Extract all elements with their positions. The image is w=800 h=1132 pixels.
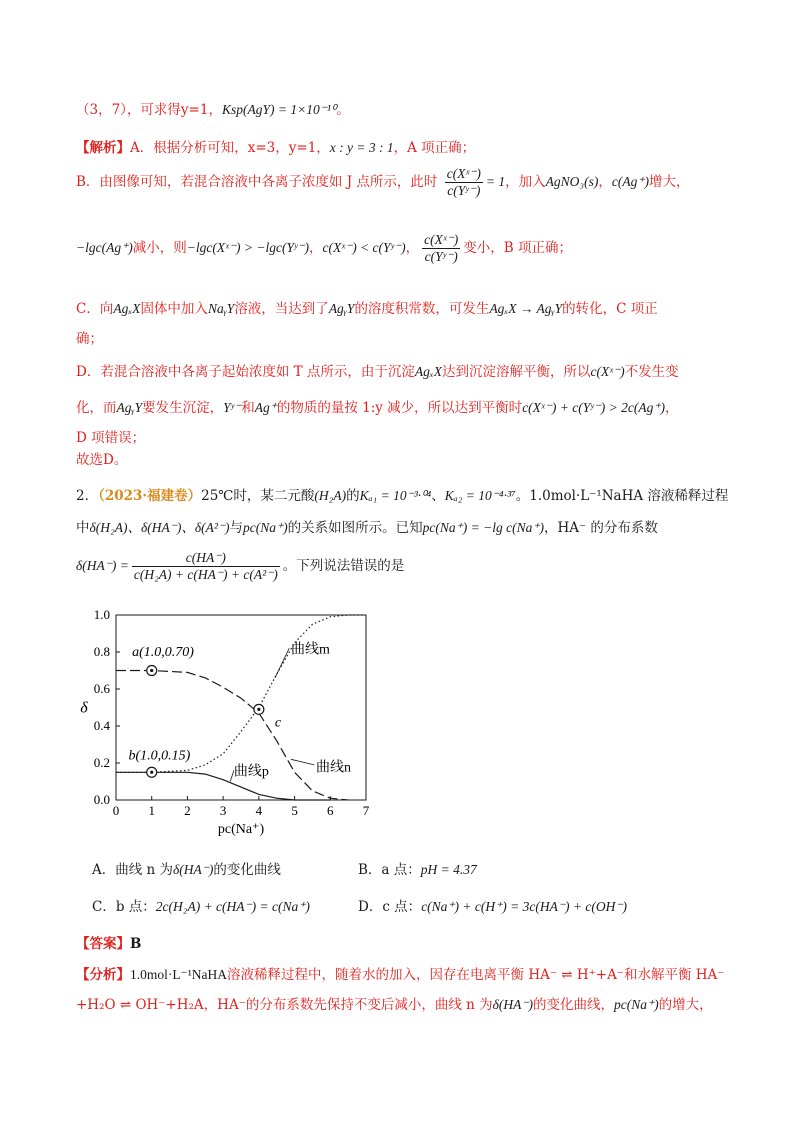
c-m4: AgₓX → AgᵧY	[489, 301, 563, 316]
d2-m2: Yʸ⁻	[223, 400, 242, 415]
option-d-label: D．c 点：	[358, 899, 422, 915]
stem3-num: c(HA⁻)	[132, 550, 280, 567]
prev-l1-end: 。	[336, 102, 350, 118]
analysis-b-line	[76, 166, 689, 199]
b2-frac-den: c(Yʸ⁻)	[424, 249, 458, 264]
c-m1: AgₓX	[113, 301, 141, 316]
b-frac-den: c(Yʸ⁻)	[447, 183, 481, 198]
analysis-l2-math: δ(HA⁻)	[492, 997, 533, 1012]
option-a[interactable]	[92, 858, 281, 878]
x-tick-label: 1	[148, 803, 155, 818]
b-eq: = 1	[485, 174, 506, 189]
y-axis-label: δ	[80, 699, 88, 717]
b2-frac-num: c(Xˣ⁻)	[424, 232, 459, 247]
b-text3: ，	[598, 174, 612, 190]
c-ag: c(Ag⁺)	[611, 174, 649, 189]
point-label: b(1.0,0.15)	[128, 748, 191, 764]
c-text2: 固体中加入	[140, 301, 208, 317]
analysis-b2-line: −lgc(Ag⁺)减小，则−lgc(Xˣ⁻) > −lgc(Yʸ⁻)，c(Xˣ⁻) < c(Yʸ⁻)， $\frac{\text{c(Xˣ⁻)}}{\text{c(Yʸ⁻)}}$ 变小，B 项正确；	[76, 232, 573, 264]
analysis-tag: 【分析】	[76, 967, 130, 983]
question-source: （2023·福建卷）	[98, 488, 202, 504]
lg-compare: −lgc(Xˣ⁻) > −lgc(Yʸ⁻)	[186, 240, 310, 255]
analysis-l2-math2: pc(Na⁺)	[614, 997, 659, 1012]
a-end: ，A 项正确；	[393, 140, 476, 156]
b2-text1: 减小，则	[132, 240, 187, 256]
ka2: Kₐ₂ = 10⁻⁴·³⁷	[444, 488, 516, 503]
leader-line	[291, 759, 314, 765]
option-c-label: C．b 点：	[92, 899, 156, 915]
option-a-end: 的变化曲线	[213, 862, 281, 878]
curve-label: 曲线n	[316, 760, 351, 776]
neg-lg-ag: −lgc(Ag⁺)	[76, 240, 133, 255]
b2-text2: 变小，B 项正确；	[463, 240, 573, 256]
c-compare: c(Xˣ⁻) < c(Yʸ⁻)	[322, 240, 406, 255]
option-d-math: c(Na⁺) + c(H⁺) = 3c(HA⁻) + c(OH⁻)	[421, 899, 627, 914]
analysis-d-line	[76, 360, 679, 380]
x-tick-label: 3	[219, 803, 227, 818]
stem2-m2: pc(Na⁺)	[243, 520, 288, 535]
stem2b: 与	[229, 520, 244, 536]
d3-text: D 项错误；	[76, 430, 146, 446]
question-stem-1	[76, 484, 728, 504]
b-text1: B．由图像可知，若混合溶液中各离子浓度如 J 点所示，此时	[76, 174, 438, 190]
stem2-m3: pc(Na⁺) = −lg c(Na⁺)	[422, 520, 544, 535]
y-tick-label: 0.8	[93, 644, 110, 659]
point-dot	[150, 669, 153, 672]
analysis-line-2	[76, 993, 713, 1013]
a-text: A．根据分析可知，x=3，y=1，	[130, 140, 330, 156]
stem1c: 。1.0mol·L⁻¹NaHA 溶液稀释过程	[515, 488, 729, 504]
y-tick-label: 0.2	[93, 755, 110, 770]
answer-tag: 【答案】	[76, 936, 130, 952]
c-m3: AgᵧY	[328, 301, 355, 316]
x-axis-label: pc(Na⁺)	[217, 822, 265, 837]
d2-text3: 和	[241, 400, 255, 416]
stem1b: 的	[346, 488, 360, 504]
distribution-chart	[76, 605, 376, 845]
stem2d: ，HA⁻ 的分布系数	[543, 520, 658, 536]
agno3: AgNO₃(s)	[545, 174, 599, 189]
analysis-d-line2	[76, 396, 679, 416]
point-label: c	[274, 715, 282, 731]
stem1: 25℃时，某二元酸	[201, 488, 315, 504]
question-stem-3	[76, 550, 404, 583]
stem2a: 中	[76, 520, 90, 536]
analysis-c-line	[76, 297, 658, 317]
leader-line	[275, 648, 289, 678]
x-tick-label: 2	[184, 803, 191, 818]
d-text2: 达到沉淀溶解平衡，所以	[442, 364, 591, 380]
d-m2: c(Xˣ⁻)	[590, 364, 625, 379]
d2-text4: 的物质的量按 1:y 减少，所以达到平衡时	[276, 400, 523, 416]
x-tick-label: 7	[362, 803, 370, 818]
stem2-m1: δ(H₂A)、δ(HA⁻)、δ(A²⁻)	[89, 520, 230, 535]
option-c-math: 2c(H₂A) + c(HA⁻) = c(Na⁺)	[155, 899, 310, 914]
curve-label: 曲线p	[233, 764, 269, 780]
answer-line	[76, 932, 141, 952]
y-tick-label: 1.0	[93, 607, 110, 622]
option-b[interactable]	[358, 858, 477, 878]
conclusion: 故选D。	[76, 452, 128, 468]
y-tick-label: 0.4	[93, 718, 110, 733]
x-tick-label: 0	[112, 803, 120, 818]
option-b-label: B．a 点：	[358, 862, 421, 878]
h2a: (H₂A)	[314, 488, 347, 503]
c-m2: NaᵧY	[207, 301, 235, 316]
d2-text1: 化，而	[76, 400, 117, 416]
point-label: a(1.0,0.70)	[132, 645, 194, 660]
y-tick-label: 0.0	[93, 792, 110, 807]
question-stem-2	[76, 516, 658, 536]
prev-l1-text: （3，7），可求得y=1，	[76, 102, 222, 118]
c-text4: 的溶度积常数，可发生	[354, 301, 490, 317]
question-number: 2．	[76, 488, 99, 504]
ksp-formula: Ksp(AgY) = 1×10⁻¹⁰	[221, 102, 337, 117]
point-dot	[150, 771, 153, 774]
option-a-label: A．曲线 n 为	[92, 862, 174, 878]
analysis-a-line	[76, 136, 475, 156]
analysis-c-line2	[76, 327, 103, 347]
x-tick-label: 6	[327, 803, 334, 818]
d2-m4: c(Xˣ⁻) + c(Yʸ⁻) > 2c(Ag⁺)	[522, 400, 665, 415]
c-text1: C．向	[76, 301, 114, 317]
c-text5: 的转化，C 项正	[562, 301, 658, 317]
option-b-math: pH = 4.37	[420, 862, 477, 877]
point-dot	[257, 708, 260, 711]
curve-label: 曲线m	[291, 642, 330, 658]
sep: 、	[431, 488, 445, 504]
x-tick-label: 4	[255, 803, 263, 818]
stem3-fraction	[132, 550, 280, 583]
d2-m3: Ag⁺	[254, 400, 277, 415]
stem3-end: 。下列说法错误的是	[282, 558, 405, 574]
c-text3: 溶液，当达到了	[234, 301, 329, 317]
b2-fraction	[422, 232, 460, 265]
prev-line-1	[76, 98, 350, 118]
answer-value: B	[130, 936, 142, 952]
d-m1: AgₓX	[414, 364, 443, 379]
series-曲线n	[116, 671, 348, 801]
x-tick-label: 5	[291, 803, 298, 818]
stem2c: 的关系如图所示。已知	[287, 520, 423, 536]
jiexi-tag: 【解析】	[76, 140, 130, 156]
ratio-formula: x : y = 3 : 1	[329, 140, 394, 155]
d2-text2: 要发生沉淀，	[142, 400, 224, 416]
d-text1: D．若混合溶液中各离子起始浓度如 T 点所示，由于沉淀	[76, 364, 415, 380]
conclusion-line	[76, 448, 127, 468]
y-tick-label: 0.6	[93, 681, 110, 696]
analysis-l2-text1: +H₂O ⇌ OH⁻+H₂A，HA⁻的分布系数先保持不变后减小，曲线 n 为	[76, 997, 493, 1013]
analysis-l2-text2: 的变化曲线，	[533, 997, 614, 1013]
analysis-d-line3	[76, 426, 145, 446]
stem3-lhs: δ(HA⁻) =	[76, 558, 129, 573]
d2-end: ，	[665, 400, 679, 416]
option-a-math: δ(HA⁻)	[173, 862, 214, 877]
b-fraction	[445, 166, 483, 199]
analysis-l2-text3: 的增大，	[658, 997, 713, 1013]
analysis-l1-math: 1.0mol·L⁻¹NaHA	[130, 967, 228, 982]
analysis-l1-text: 溶液稀释过程中，随着水的加入，因存在电离平衡 HA⁻ ⇌ H⁺+A⁻和水解平衡 HA⁻	[227, 967, 725, 983]
ka1: Kₐ₁ = 10⁻³·⁰⁴	[359, 488, 432, 503]
option-d[interactable]	[358, 895, 627, 915]
b-frac-num: c(Xˣ⁻)	[446, 166, 481, 181]
c-text6: 确；	[76, 331, 103, 347]
d-text3: 不发生变	[624, 364, 679, 380]
b-text2: ，加入	[505, 174, 546, 190]
d2-m1: AgᵧY	[116, 400, 143, 415]
analysis-line-1	[76, 963, 724, 983]
stem3-den: c(H₂A) + c(HA⁻) + c(A²⁻)	[133, 567, 278, 582]
option-c[interactable]	[92, 895, 310, 915]
b-text4: 增大，	[648, 174, 690, 190]
